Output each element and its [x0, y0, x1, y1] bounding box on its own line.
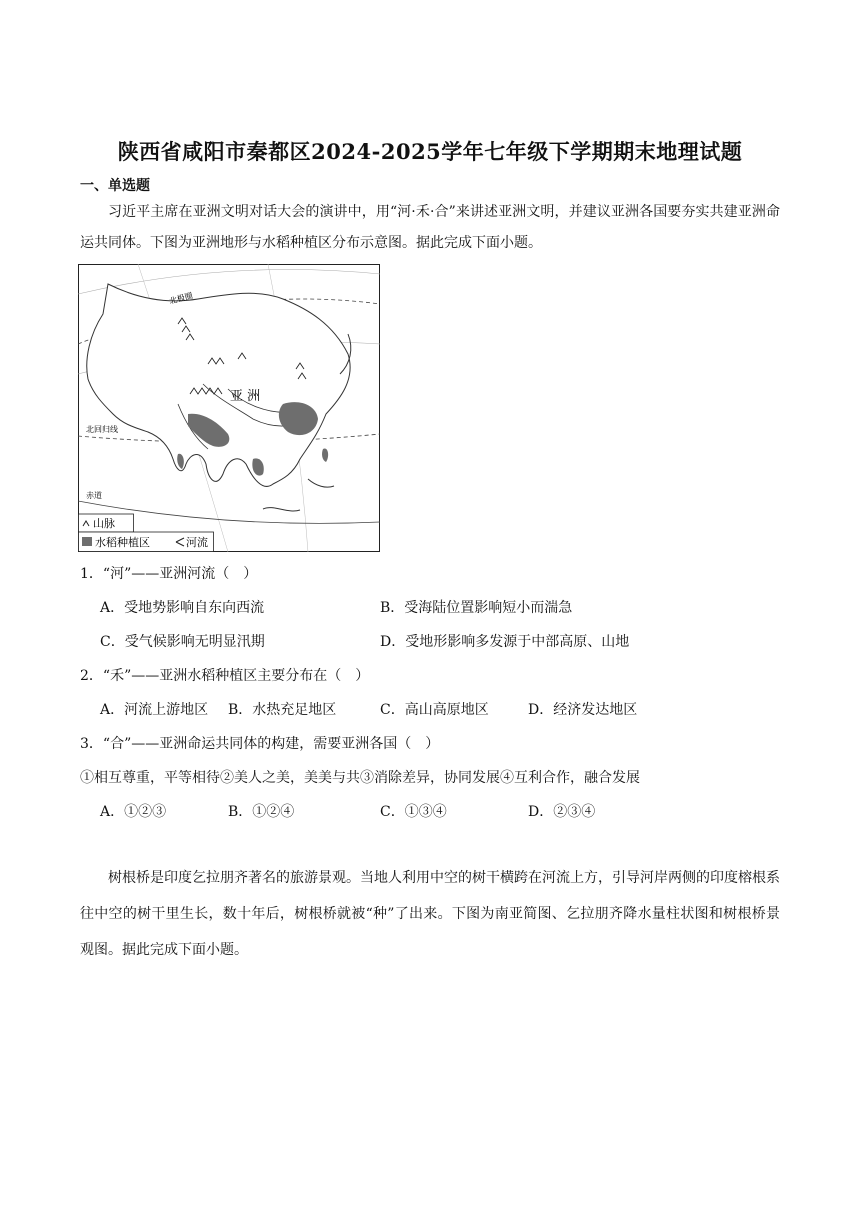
- question-3-stem: 3．“合”——亚洲命运共同体的构建，需要亚洲各国（ ）: [80, 736, 440, 752]
- equator-label: 赤道: [86, 491, 102, 500]
- question-2-stem: 2．“禾”——亚洲水稻种植区主要分布在（ ）: [80, 668, 370, 684]
- page-title: 陕西省咸阳市秦都区2024-2025学年七年级下学期期末地理试题: [117, 139, 743, 164]
- question-3-option-a[interactable]: A．①②③: [100, 804, 167, 820]
- question-1-option-a[interactable]: A．受地势影响自东向西流: [100, 600, 265, 616]
- legend-river-label: 河流: [186, 536, 208, 549]
- intro-paragraph-1: 习近平主席在亚洲文明对话大会的演讲中，用“河·禾·合”来讲述亚洲文明，并建议亚洲各国要夯实共建亚洲命运共同体。下图为亚洲地形与水稻种植区分布示意图。据此完成下面小题。: [80, 204, 780, 251]
- legend-mountain-label: 山脉: [93, 517, 115, 530]
- asia-terrain-rice-map: [78, 264, 380, 552]
- question-1-option-b[interactable]: B．受海陆位置影响短小而湍急: [380, 600, 573, 616]
- section-heading: 一、单选题: [80, 178, 150, 194]
- question-3-option-b[interactable]: B．①②④: [228, 804, 295, 820]
- question-1-stem: 1．“河”——亚洲河流（ ）: [80, 566, 258, 582]
- question-1-option-d[interactable]: D．受地形影响多发源于中部高原、山地: [380, 634, 630, 650]
- question-2-option-a[interactable]: A．河流上游地区: [100, 702, 209, 718]
- question-3-statements: ①相互尊重，平等相待②美人之美，美美与共③消除差异，协同发展④互利合作，融合发展: [80, 770, 640, 786]
- question-3-option-c[interactable]: C．①③④: [380, 804, 447, 820]
- tropic-label: 北回归线: [86, 425, 118, 434]
- map-region-label: 亚 洲: [230, 389, 261, 404]
- question-2-option-b[interactable]: B．水热充足地区: [228, 702, 337, 718]
- question-2-option-d[interactable]: D．经济发达地区: [528, 702, 638, 718]
- legend-rice-swatch: [82, 537, 92, 546]
- question-3-option-d[interactable]: D．②③④: [528, 804, 596, 820]
- intro-paragraph-2: 树根桥是印度乞拉朋齐著名的旅游景观。当地人利用中空的树干横跨在河流上方，引导河岸两侧的印度榕根系往中空的树干里生长，数十年后，树根桥就被“种”了出来。下图为南亚简图、乞拉朋齐降水量柱状图和树根桥景观图。据此完成下面小题。: [80, 870, 780, 958]
- arctic-circle-label: 北极圈: [168, 291, 194, 306]
- question-1-option-c[interactable]: C．受气候影响无明显汛期: [100, 634, 265, 650]
- legend-rice-label: 水稻种植区: [95, 536, 150, 549]
- question-2-option-c[interactable]: C．高山高原地区: [380, 702, 489, 718]
